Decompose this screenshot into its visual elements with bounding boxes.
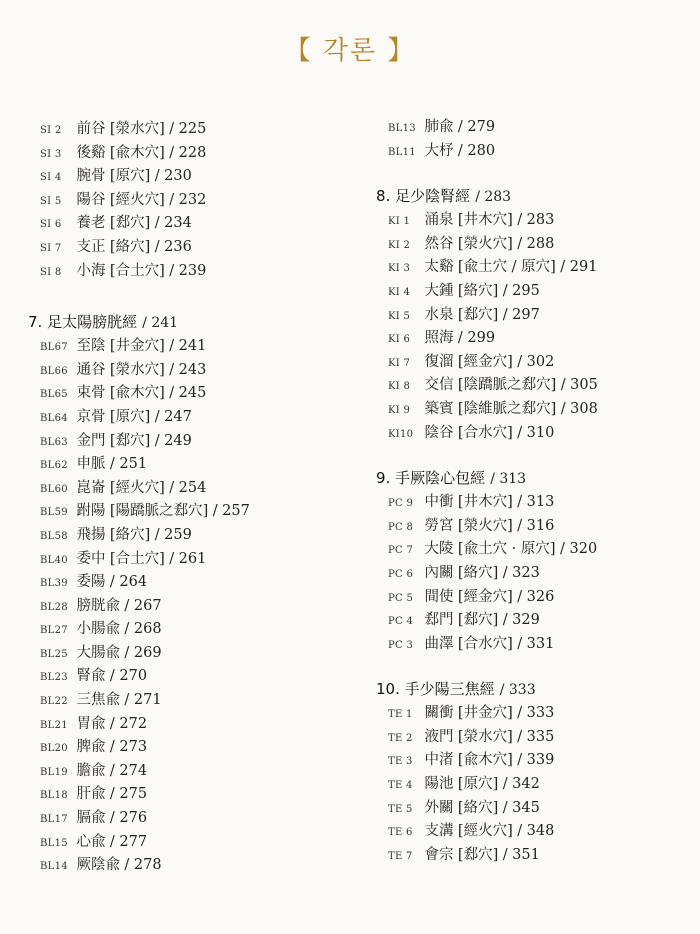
point-name: 曲澤 [424, 635, 454, 652]
point-name: 跗陽 [76, 503, 106, 520]
point-code: BL20 [40, 743, 68, 755]
list-item [388, 820, 688, 844]
triple-energizer-list [388, 702, 688, 867]
list-item [40, 665, 340, 689]
list-item [40, 548, 340, 572]
point-code: SI 2 [40, 125, 62, 136]
point-name: 勞宮 [424, 517, 454, 534]
list-item [40, 618, 340, 642]
page-number: / 326 [517, 588, 555, 605]
list-item [40, 165, 340, 189]
meridian-title: 7. 足太陽膀胱經 [28, 313, 138, 332]
point-name: 胃兪 [76, 715, 106, 732]
point-code: BL66 [40, 365, 68, 377]
page-number: / 243 [169, 361, 207, 378]
point-code: KI 4 [388, 286, 411, 298]
point-category: [井木穴] [457, 212, 513, 229]
point-code: PC 3 [388, 639, 414, 651]
point-name: 腎兪 [76, 668, 106, 685]
point-name: 交信 [424, 377, 454, 394]
point-code: TE 2 [388, 732, 413, 744]
point-code: TE 7 [388, 850, 413, 862]
point-category: [井木穴] [457, 494, 513, 511]
point-name: 築賓 [424, 400, 454, 417]
meridian-heading-bladder [28, 309, 340, 335]
list-item [40, 212, 340, 236]
point-code: TE 1 [388, 709, 413, 721]
page-number: / 225 [169, 121, 207, 137]
point-code: BL19 [40, 766, 68, 778]
point-name: 至陰 [76, 338, 106, 355]
si-list [40, 118, 340, 283]
point-category: [絡穴] [457, 282, 499, 299]
meridian-heading-pericardium [376, 465, 688, 491]
list-item [40, 595, 340, 619]
point-code: PC 4 [388, 616, 414, 628]
page-number: / 277 [109, 833, 148, 850]
point-name: 小海 [76, 262, 106, 279]
list-item [388, 374, 688, 398]
point-category: [滎水穴] [109, 361, 165, 378]
point-category: [原穴] [109, 408, 151, 425]
list-item [40, 260, 340, 284]
page-number: / 297 [502, 306, 540, 323]
point-code: BL40 [40, 554, 68, 566]
point-category: [經火穴] [109, 191, 165, 208]
list-item [40, 406, 340, 430]
page-number: / 329 [502, 612, 540, 629]
point-code: BL18 [40, 790, 68, 802]
list-item [388, 256, 688, 280]
point-category: [郄穴] [109, 432, 151, 449]
page-number: / 247 [154, 408, 192, 425]
page-number: / 320 [560, 541, 598, 558]
point-category: [合水穴] [457, 424, 513, 441]
point-category: [絡穴] [457, 564, 499, 581]
point-name: 中衝 [424, 494, 454, 511]
list-item [388, 491, 688, 515]
list-item [388, 702, 688, 726]
page-number: / 274 [109, 762, 148, 779]
meridian-heading-triple-energizer [376, 676, 688, 702]
list-item [388, 609, 688, 633]
page-number: / 313 [517, 494, 555, 511]
page-number: / 230 [154, 168, 192, 185]
point-name: 後谿 [76, 144, 106, 161]
page-number: / 270 [109, 668, 148, 685]
point-category: [經火穴] [109, 479, 165, 496]
list-item [40, 854, 340, 878]
point-category: [經火穴] [457, 823, 513, 840]
list-item [40, 736, 340, 760]
point-name: 照海 [424, 330, 454, 347]
point-category: [陽蹻脈之郄穴] [109, 503, 209, 520]
meridian-page: / 283 [475, 189, 512, 206]
list-item [40, 713, 340, 737]
point-code: KI 7 [388, 357, 411, 369]
point-code: KI 2 [388, 239, 411, 251]
meridian-title: 10. 手少陽三焦經 [376, 680, 495, 699]
point-code: PC 7 [388, 545, 414, 557]
point-code: TE 6 [388, 827, 413, 839]
meridian-page: / 313 [490, 471, 527, 488]
point-name: 前谷 [76, 121, 106, 137]
point-code: PC 5 [388, 592, 414, 604]
point-category: [郄穴] [109, 215, 151, 232]
bladder-list [40, 335, 340, 878]
point-category: [合水穴] [457, 635, 513, 652]
point-name: 三焦兪 [76, 692, 120, 709]
point-category: [兪木穴] [109, 385, 165, 402]
point-code: KI10 [388, 428, 414, 440]
point-name: 支溝 [424, 823, 454, 840]
point-code: BL60 [40, 483, 68, 495]
point-name: 間使 [424, 588, 454, 605]
point-category: [經金穴] [457, 353, 513, 370]
point-code: PC 6 [388, 568, 414, 580]
point-code: BL22 [40, 696, 68, 708]
page-number: / 299 [457, 330, 496, 347]
point-code: BL23 [40, 672, 68, 684]
point-category: [滎水穴] [109, 121, 165, 137]
point-name: 膈兪 [76, 810, 106, 827]
page-number: / 267 [124, 597, 162, 614]
list-item [388, 398, 688, 422]
point-code: SI 4 [40, 172, 62, 184]
page-number: / 308 [560, 400, 598, 417]
list-item [388, 515, 688, 539]
list-item [388, 562, 688, 586]
list-item [388, 797, 688, 821]
list-item [388, 280, 688, 304]
list-item [40, 571, 340, 595]
page-number: / 234 [154, 215, 192, 232]
point-category: [經金穴] [457, 588, 513, 605]
list-item [388, 116, 688, 140]
page-number: / 228 [169, 144, 207, 161]
point-category: [原穴] [457, 776, 499, 793]
point-name: 中渚 [424, 752, 454, 769]
point-code: BL14 [40, 861, 68, 873]
point-code: KI 9 [388, 404, 411, 416]
point-name: 心兪 [76, 833, 106, 850]
point-code: BL25 [40, 648, 68, 660]
point-name: 肝兪 [76, 786, 106, 803]
pericardium-list [388, 491, 688, 656]
point-category: [原穴] [109, 168, 151, 185]
point-name: 陽谷 [76, 191, 106, 208]
point-category: [郄穴] [457, 612, 499, 629]
list-item [40, 430, 340, 454]
list-item [40, 760, 340, 784]
page-number: / 249 [154, 432, 192, 449]
point-category: [滎火穴] [457, 235, 513, 252]
list-item [40, 477, 340, 501]
point-category: [合土穴] [109, 262, 165, 279]
point-code: KI 1 [388, 216, 411, 228]
point-code: PC 8 [388, 521, 414, 533]
page-number: / 331 [517, 635, 555, 652]
point-code: SI 7 [40, 242, 62, 254]
point-name: 崑崙 [76, 479, 106, 496]
left-column [28, 118, 340, 878]
page-number: / 273 [109, 739, 148, 756]
list-item [40, 500, 340, 524]
page-number: / 259 [154, 526, 192, 543]
list-item [388, 233, 688, 257]
point-code: BL65 [40, 389, 68, 401]
point-category: [井金穴] [457, 705, 513, 722]
point-name: 會宗 [424, 846, 454, 863]
point-name: 大鍾 [424, 282, 454, 299]
point-category: [兪木穴] [109, 144, 165, 161]
point-category: [滎火穴] [457, 517, 513, 534]
point-category: [陰蹻脈之郄穴] [457, 377, 557, 394]
list-item [388, 633, 688, 657]
point-category: [合土穴] [109, 550, 165, 567]
list-item [40, 382, 340, 406]
list-item [40, 118, 340, 142]
page-number: / 264 [109, 574, 148, 591]
point-name: 通谷 [76, 361, 106, 378]
point-name: 申脈 [76, 456, 106, 473]
point-category: [郄穴] [457, 306, 499, 323]
point-code: SI 5 [40, 195, 62, 207]
point-code: KI 6 [388, 334, 411, 346]
point-code: SI 6 [40, 219, 62, 231]
point-code: SI 8 [40, 266, 62, 278]
page-number: / 310 [517, 424, 555, 441]
page-title: 【 각론 】 [284, 36, 416, 66]
list-item [388, 327, 688, 351]
point-category: [絡穴] [109, 526, 151, 543]
point-name: 復溜 [424, 353, 454, 370]
list-item [40, 359, 340, 383]
point-category: [絡穴] [457, 799, 499, 816]
point-name: 厥陰兪 [76, 857, 120, 874]
point-name: 小腸兪 [76, 621, 120, 638]
point-name: 委中 [76, 550, 106, 567]
page-number: / 236 [154, 238, 192, 255]
list-item [40, 783, 340, 807]
page-number: / 295 [502, 282, 540, 299]
point-code: BL59 [40, 507, 68, 519]
page-number: / 291 [560, 259, 598, 276]
point-code: BL63 [40, 436, 68, 448]
point-name: 肺兪 [424, 119, 454, 135]
point-code: PC 9 [388, 498, 414, 510]
point-code: TE 3 [388, 756, 413, 768]
list-item [40, 831, 340, 855]
page-number: / 269 [124, 644, 162, 661]
point-code: BL28 [40, 601, 68, 613]
point-name: 內關 [424, 564, 454, 581]
point-name: 郄門 [424, 612, 454, 629]
page-number: / 283 [517, 212, 555, 229]
point-name: 委陽 [76, 574, 106, 591]
point-name: 然谷 [424, 235, 454, 252]
list-item [40, 236, 340, 260]
page-number: / 257 [212, 503, 250, 520]
meridian-title: 9. 手厥陰心包經 [376, 469, 486, 488]
page-number: / 279 [457, 119, 496, 135]
list-item [40, 335, 340, 359]
list-item [388, 844, 688, 868]
list-item [388, 538, 688, 562]
point-name: 太谿 [424, 259, 454, 276]
point-name: 膽兪 [76, 762, 106, 779]
page-number: / 239 [169, 262, 207, 279]
meridian-page: / 241 [142, 315, 179, 332]
point-name: 脾兪 [76, 739, 106, 756]
page-number: / 342 [502, 776, 540, 793]
point-code: BL62 [40, 460, 68, 472]
point-code: TE 5 [388, 803, 413, 815]
point-code: BL15 [40, 837, 68, 849]
page-number: / 272 [109, 715, 148, 732]
page-number: / 335 [517, 728, 555, 745]
list-item [388, 140, 688, 164]
point-code: BL11 [388, 146, 416, 158]
point-name: 大腸兪 [76, 644, 120, 661]
page-number: / 268 [124, 621, 162, 638]
right-column [376, 116, 688, 867]
list-item [40, 642, 340, 666]
list-item [388, 351, 688, 375]
kidney-list [388, 209, 688, 445]
page-number: / 232 [169, 191, 207, 208]
point-name: 支正 [76, 238, 106, 255]
bl-continued-list [388, 116, 688, 163]
point-category: [井金穴] [109, 338, 165, 355]
point-code: BL13 [388, 123, 416, 134]
list-item [388, 304, 688, 328]
point-category: [兪土穴 · 原穴] [457, 541, 556, 558]
page-number: / 251 [109, 456, 148, 473]
point-category: [郄穴] [457, 846, 499, 863]
point-name: 液門 [424, 728, 454, 745]
page-number: / 241 [169, 338, 207, 355]
point-code: KI 3 [388, 263, 411, 275]
point-code: BL64 [40, 412, 68, 424]
point-name: 關衝 [424, 705, 454, 722]
page-number: / 278 [124, 857, 162, 874]
page-number: / 288 [517, 235, 555, 252]
point-name: 陽池 [424, 776, 454, 793]
point-name: 涌泉 [424, 212, 454, 229]
page-number: / 305 [560, 377, 598, 394]
page-number: / 345 [502, 799, 540, 816]
point-code: TE 4 [388, 780, 413, 792]
point-name: 京骨 [76, 408, 106, 425]
meridian-page: / 333 [499, 682, 536, 699]
point-name: 腕骨 [76, 168, 106, 185]
page-number: / 339 [517, 752, 555, 769]
page-number: / 276 [109, 810, 148, 827]
page-number: / 302 [517, 353, 555, 370]
page-number: / 245 [169, 385, 207, 402]
point-code: BL39 [40, 578, 68, 590]
point-category: [滎水穴] [457, 728, 513, 745]
list-item [40, 807, 340, 831]
point-name: 大陵 [424, 541, 454, 558]
page-number: / 275 [109, 786, 148, 803]
list-item [40, 453, 340, 477]
point-name: 束骨 [76, 385, 106, 402]
point-code: SI 3 [40, 148, 62, 160]
page-number: / 271 [124, 692, 162, 709]
point-name: 陰谷 [424, 424, 454, 441]
point-name: 外關 [424, 799, 454, 816]
point-code: BL58 [40, 530, 68, 542]
list-item [40, 524, 340, 548]
point-code: BL67 [40, 342, 68, 354]
list-item [388, 209, 688, 233]
point-name: 大杼 [424, 142, 454, 159]
page-number: / 280 [457, 142, 496, 159]
page-number: / 254 [169, 479, 207, 496]
list-item [40, 689, 340, 713]
list-item [388, 586, 688, 610]
page-number: / 351 [502, 846, 540, 863]
meridian-heading-kidney [376, 183, 688, 209]
point-code: BL17 [40, 814, 68, 826]
list-item [40, 189, 340, 213]
meridian-title: 8. 足少陰腎經 [376, 187, 471, 206]
point-name: 水泉 [424, 306, 454, 323]
page-number: / 316 [517, 517, 555, 534]
point-category: [兪土穴 / 原穴] [457, 259, 556, 276]
list-item [388, 726, 688, 750]
point-category: [兪木穴] [457, 752, 513, 769]
point-code: KI 5 [388, 310, 411, 322]
page-number: / 333 [517, 705, 555, 722]
point-code: BL27 [40, 625, 68, 637]
page-number: / 323 [502, 564, 540, 581]
point-code: KI 8 [388, 381, 411, 393]
page-number: / 261 [169, 550, 207, 567]
page-number: / 348 [517, 823, 555, 840]
list-item [388, 773, 688, 797]
point-code: BL21 [40, 719, 68, 731]
list-item [388, 422, 688, 446]
list-item [388, 749, 688, 773]
point-category: [陰維脈之郄穴] [457, 400, 557, 417]
point-category: [絡穴] [109, 238, 151, 255]
point-name: 養老 [76, 215, 106, 232]
point-name: 飛揚 [76, 526, 106, 543]
list-item [40, 142, 340, 166]
point-name: 膀胱兪 [76, 597, 120, 614]
point-name: 金門 [76, 432, 106, 449]
